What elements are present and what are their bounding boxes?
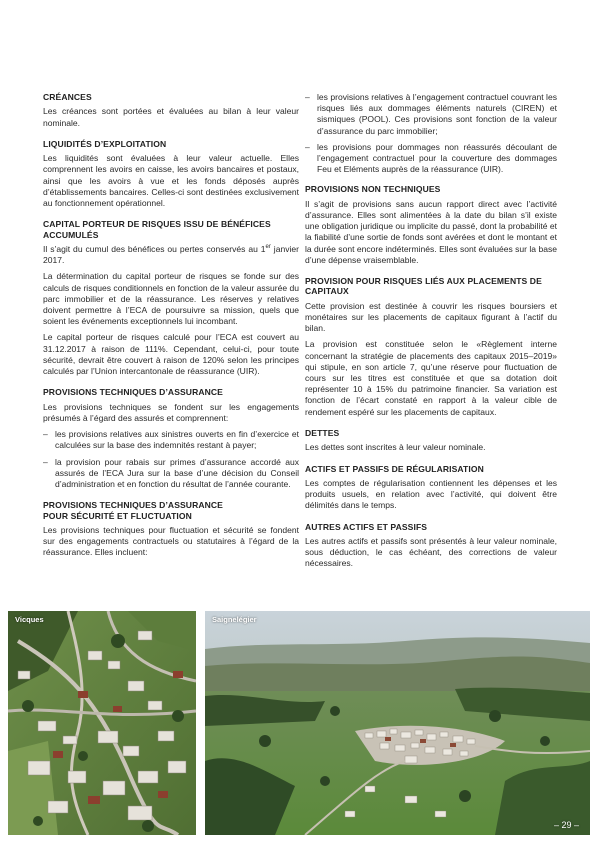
text-liquidites: Les liquidités sont évaluées à leur valeur actuelle. Elles comprennent les avoirs en caisse, les avoirs bancaires et postaux, ainsi que les avoirs à vue et les fonds déposés auprès d’établissements bancaires. Celles-ci sont destinées exclusivement au fonctionnement opérationnel. (43, 153, 299, 209)
text-capital-3: Le capital porteur de risques calculé pour l’ECA est couvert au 31.12.2017 à raison de 111%. Cependant, celui-ci, pour toute sécurité, devrait être couvert à raison de 120% selon les principes calculés par l’Union intercantonale de réassurance (UIR). (43, 332, 299, 377)
section-dettes (305, 428, 557, 454)
capital-p1-after: janvier 2017. (43, 244, 299, 266)
heading-non-techniques: PROVISIONS NON TECHNIQUES (305, 184, 441, 195)
list-item: – la provision pour rabais sur primes d’assurance accordé aux assurés de l’ECA Jura sur la base d’une décision du Conseil d’administration et en fonction du résultat de l’année courante. (43, 457, 299, 491)
photo-vicques (8, 611, 196, 835)
section-placements (305, 276, 557, 418)
text-non-techniques: Il s’agit de provisions sans aucun rapport direct avec l’activité d’assurance. Elles sont alimentées à la date du bilan s’il existe une obligation juridique ou implicite du passé, dont la probabilité et la fiabilité d’une sortie de fonds sont avérées et dont le montant et la durée sont encore indéterminés. Elles sont évaluées sur la base d’une dépense vraisemblable. (305, 198, 557, 265)
capital-p1-before: Il s’agit du cumul des bénéfices ou pertes conservés au 1 (43, 244, 266, 255)
caption-vicques: Vicques (15, 615, 44, 624)
page-number: – 29 – (553, 820, 579, 830)
aerial-village-image (8, 611, 196, 835)
text-creances: Les créances sont portées et évaluées au bilan à leur valeur nominale. (43, 106, 299, 128)
section-provisions-securite (43, 500, 299, 558)
capital-p1-sup: er (265, 244, 271, 251)
heading-placements: PROVISION POUR RISQUES LIÉS AUX PLACEMENTS DE CAPITAUX (305, 276, 542, 297)
section-creances (43, 92, 299, 129)
text-provisions-techniques-intro: Les provisions techniques se fondent sur les engagements présumés à l’égard des assurés et comprennent: (43, 401, 299, 423)
section-capital (43, 219, 299, 377)
photo-saignelegier (205, 611, 590, 835)
section-regularisation (305, 464, 557, 512)
text-autres: Les autres actifs et passifs sont présentés à leur valeur nominale, sous déduction, le cas échéant, des corrections de valeur nécessaires. (305, 535, 557, 569)
heading-provisions-techniques: PROVISIONS TECHNIQUES D’ASSURANCE (43, 387, 223, 398)
heading-autres: AUTRES ACTIFS ET PASSIFS (305, 521, 428, 532)
section-autres (305, 522, 557, 570)
text-provisions-securite: Les provisions techniques pour fluctuation et sécurité se fondent sur des engagements contractuels ou statutaires à l’égard de la réassurance. Elles incluent: (43, 524, 299, 558)
text-capital-2: La détermination du capital porteur de risques se fonde sur des calculs de risques conditionnels en fonction de la valeur assurée du parc immobilier et de la réassurance. Les réserves y relatives doivent permettre à l’ECA de poursuivre sa mission, quels que soient les événements exceptionnels lui incombant. (43, 271, 299, 327)
text-regularisation: Les comptes de régularisation contiennent les dépenses et les produits usuels, en relation avec l’activité, qui doivent être délimités dans le temps. (305, 477, 557, 511)
section-provisions-techniques (43, 387, 299, 490)
heading-liquidites: LIQUIDITÉS D’EXPLOITATION (43, 138, 167, 149)
text-placements-2: La provision est constituée selon le «Règlement interne concernant la stratégie de placements des capitaux 2015–2019» qui stipule, en son article 7, qu’une réserve pour fluctuation de cours sur les titres est constituée et que sa dotation doit représenter 10 à 15% du patrimoine financier. Sa variation est fonction de l’écart constaté en rapport à la valeur cible de rendement espéré sur les placements de capitaux. (305, 339, 557, 417)
heading-provisions-securite (43, 500, 299, 521)
text-placements-1: Cette provision est destinée à couvrir les risques boursiers et monétaires sur les placements de capitaux figurant à l’actif du bilan. (305, 300, 557, 334)
text-dettes: Les dettes sont inscrites à leur valeur nominale. (305, 442, 486, 453)
provisions-securite-list (305, 92, 557, 175)
provisions-techniques-list (43, 429, 299, 490)
heading-dettes: DETTES (305, 427, 340, 438)
heading-provisions-securite-line1: PROVISIONS TECHNIQUES D’ASSURANCE (43, 500, 223, 511)
heading-capital: CAPITAL PORTEUR DE RISQUES ISSU DE BÉNÉFICES ACCUMULÉS (43, 219, 271, 240)
heading-provisions-securite-line2: POUR SÉCURITÉ ET FLUCTUATION (43, 510, 192, 521)
list-item: – les provisions relatives à l’engagement contractuel couvrant les risques liés aux dommages éléments naturels (CIREN) et sismiques (POOL). Ces provisions sont fonction de la valeur d’assurance du parc immobilier; (305, 92, 557, 137)
left-column (43, 92, 299, 569)
section-non-techniques (305, 184, 557, 266)
heading-creances: CRÉANCES (43, 92, 92, 102)
aerial-landscape-image (205, 611, 590, 835)
right-column (305, 92, 557, 580)
list-item: – les provisions relatives aux sinistres ouverts en fin d’exercice et calculées sur la base des indemnités restant à payer; (43, 429, 299, 451)
heading-regularisation: ACTIFS ET PASSIFS DE RÉGULARISATION (305, 463, 484, 474)
caption-saignelegier: Saignelégier (212, 615, 257, 624)
text-capital-1 (43, 244, 299, 266)
list-item: – les provisions pour dommages non réassurés découlant de l’engagement contractuel pour la couverture des dommages Feu et Eléments auprès de la réassurance (UIR). (305, 142, 557, 176)
section-liquidites (43, 139, 299, 209)
